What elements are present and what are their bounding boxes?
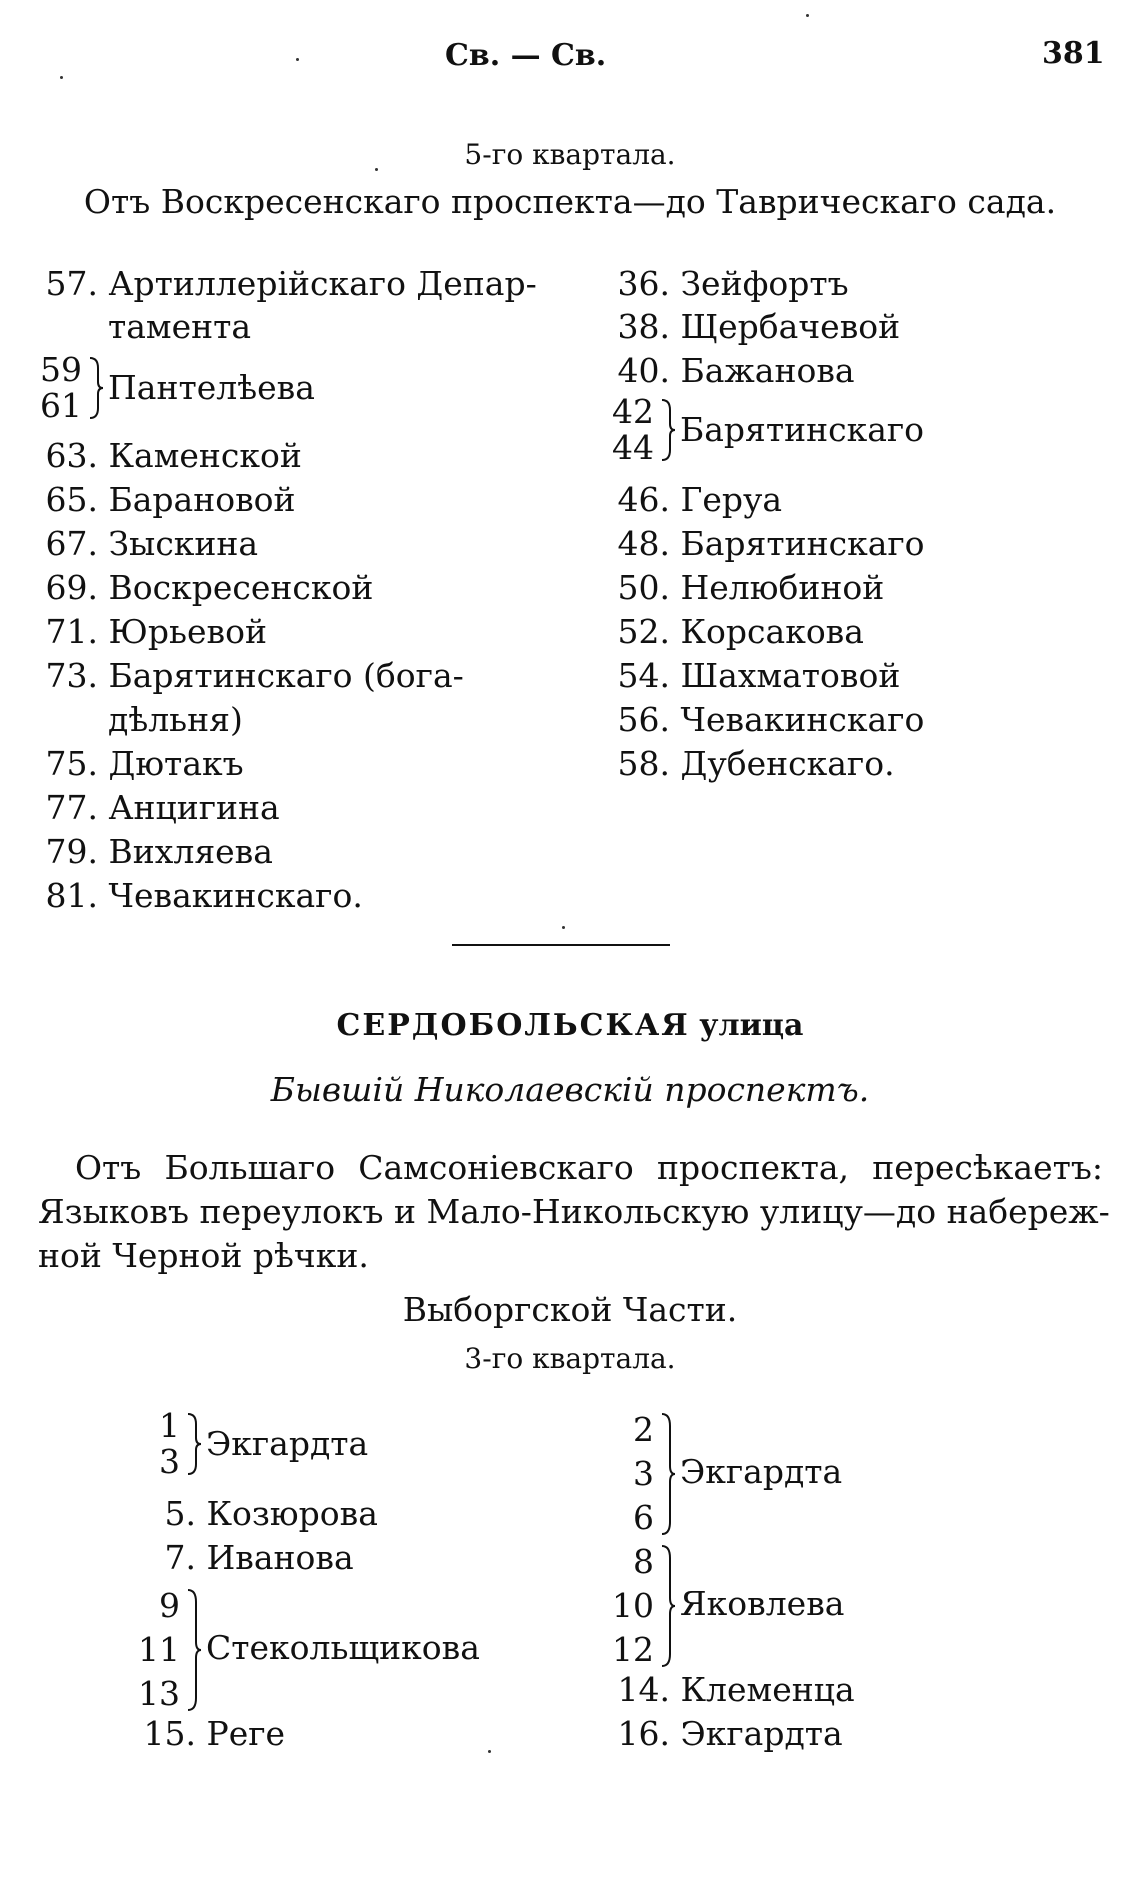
list-item: 75. Дютакъ: [45, 744, 244, 783]
quarter-heading: 3-го квартала.: [464, 1342, 676, 1375]
list-item-continuation: тамента: [108, 307, 252, 346]
list-item: 67. Зыскина: [45, 524, 259, 563]
brace-icon: [658, 398, 676, 462]
list-item: 38. Щербачевой: [617, 307, 901, 346]
district-heading: Выборгской Части.: [402, 1290, 738, 1329]
list-item: 54. Шахматовой: [617, 656, 901, 695]
running-title: Св. — Св.: [445, 38, 607, 73]
list-item: 5. Козюрова: [164, 1494, 378, 1533]
list-item: 52. Корсакова: [617, 612, 864, 651]
scan-speck: [562, 926, 565, 929]
scan-speck: [806, 14, 809, 17]
brace-icon: [86, 356, 104, 420]
brace-icon: [658, 1544, 676, 1668]
scan-speck: [375, 168, 378, 171]
list-item: 15. Реге: [143, 1714, 286, 1753]
route-line: Отъ Воскресенскаго проспекта—до Таврическаго сада.: [83, 182, 1057, 221]
list-item: 46. Геруа: [617, 480, 783, 519]
street-type: улица: [699, 1008, 804, 1043]
list-item: 40. Бажанова: [617, 351, 855, 390]
list-item: 79. Вихляева: [45, 832, 273, 871]
street-name: СЕРДОБОЛЬСКАЯ: [336, 1008, 690, 1043]
list-item: 16. Экгардта: [617, 1714, 843, 1753]
route-line-2: Языковъ переулокъ и Мало-Никольскую улицу—до набереж-: [38, 1192, 1110, 1231]
list-item: 36. Зейфортъ: [617, 264, 849, 303]
section-divider: [452, 944, 670, 946]
scan-speck: [60, 76, 63, 79]
list-item-continuation: дѣльня): [108, 700, 243, 739]
brace-icon: [184, 1588, 202, 1712]
list-item: 81. Чевакинскаго.: [45, 876, 363, 915]
list-item: 65. Барановой: [45, 480, 296, 519]
street-heading: [0, 1008, 1140, 1043]
list-item: 14. Клеменца: [617, 1670, 855, 1709]
brace-icon: [658, 1412, 676, 1536]
list-item: 56. Чевакинскаго: [617, 700, 925, 739]
route-line-3: ной Черной рѣчки.: [38, 1236, 369, 1275]
list-item: 69. Воскресенской: [45, 568, 374, 607]
scan-speck: [488, 1750, 491, 1753]
list-item: 73. Барятинскаго (бога-: [45, 656, 464, 695]
list-item: 7. Иванова: [164, 1538, 354, 1577]
list-item: 48. Барятинскаго: [617, 524, 925, 563]
route-line-1: Отъ Большаго Самсонiевскаго проспекта, пересѣкаетъ:: [75, 1148, 1103, 1187]
page-number: 381: [1042, 36, 1105, 71]
brace-icon: [184, 1412, 202, 1476]
list-item: 58. Дубенскаго.: [617, 744, 895, 783]
list-item: 50. Нелюбиной: [617, 568, 885, 607]
former-name: Бывшiй Николаевскiй проспектъ.: [270, 1070, 870, 1109]
list-item: 57. Артиллерiйскаго Депар-: [45, 264, 537, 303]
list-item: 63. Каменской: [45, 436, 302, 475]
list-item: 77. Анцигина: [45, 788, 280, 827]
list-item: 71. Юрьевой: [45, 612, 267, 651]
quarter-heading: 5-го квартала.: [464, 138, 676, 171]
scan-speck: [296, 58, 299, 61]
